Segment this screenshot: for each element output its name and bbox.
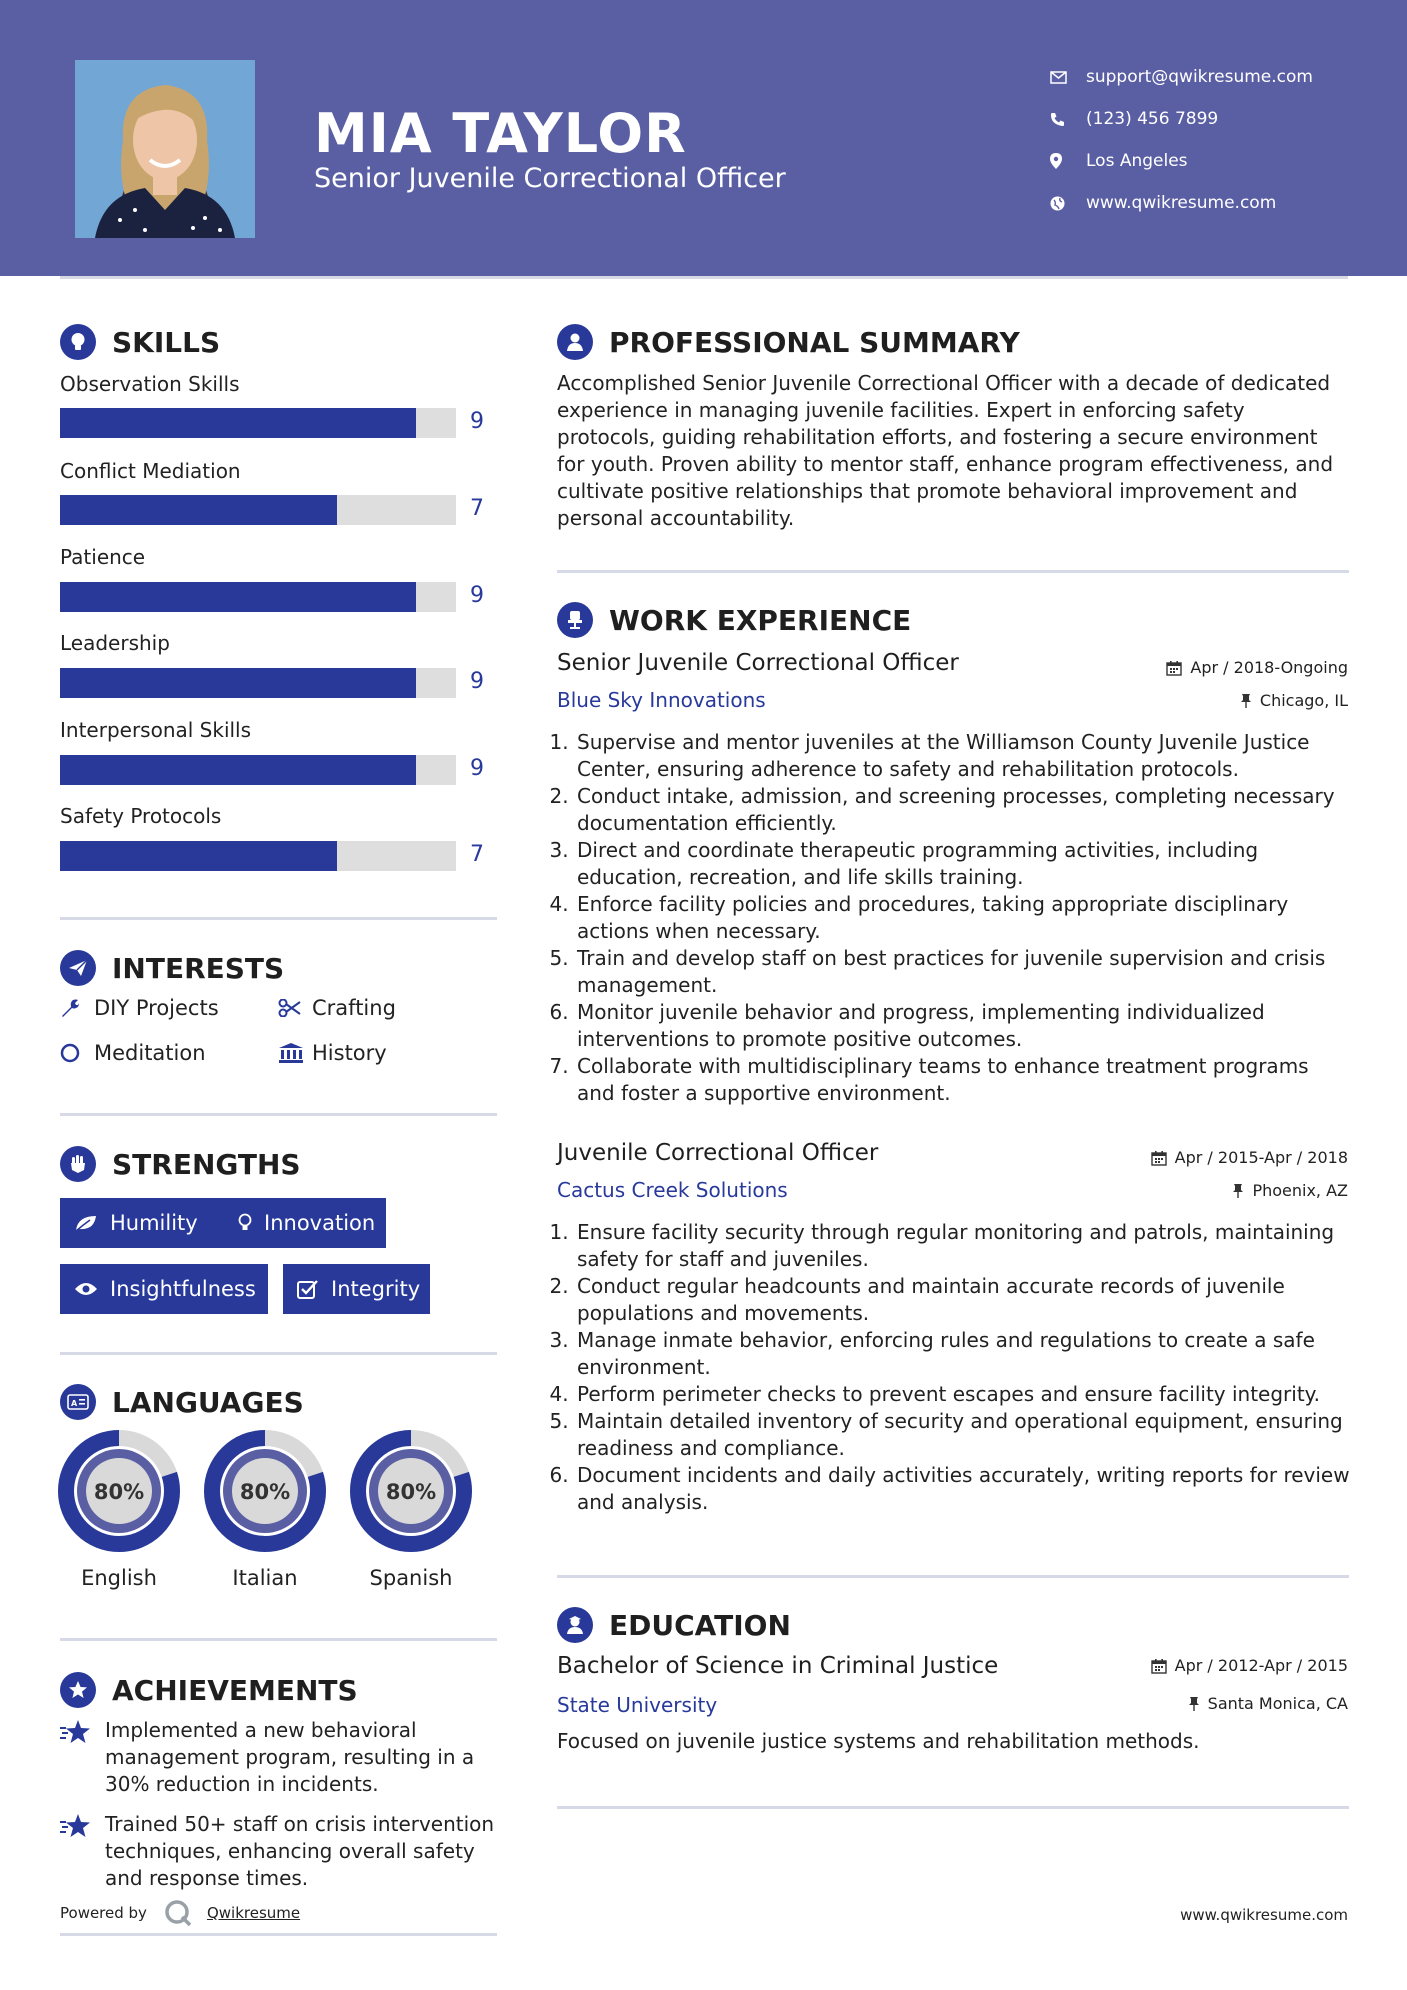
job-title: Juvenile Correctional Officer — [557, 1140, 879, 1166]
skill-label: Observation Skills — [60, 372, 240, 396]
contact-phone[interactable]: (123) 456 7899 — [1050, 98, 1313, 140]
duty-item: 6. Document incidents and daily activities accurately, writing reports for review and analysis. — [575, 1462, 1352, 1516]
duty-item: 3. Direct and coordinate therapeutic programming activities, including education, recreation, and life skills training. — [575, 837, 1352, 891]
duty-item: 2. Conduct intake, admission, and screening processes, completing necessary documentation efficiently. — [575, 783, 1352, 837]
calendar-icon — [1166, 660, 1182, 676]
section-divider — [557, 570, 1349, 573]
degree-title: Bachelor of Science in Criminal Justice — [557, 1653, 999, 1679]
footer-website[interactable]: www.qwikresume.com — [1180, 1906, 1348, 1924]
skill-value: 9 — [470, 583, 484, 608]
language-icon — [60, 1384, 96, 1420]
globe-icon — [1050, 196, 1086, 211]
strength-chip: Innovation — [224, 1198, 386, 1248]
skill-bar-fill — [60, 668, 416, 698]
company-name: Blue Sky Innovations — [557, 688, 766, 712]
skill-bar-fill — [60, 582, 416, 612]
envelope-icon — [1050, 71, 1086, 84]
duty-item: 6. Monitor juvenile behavior and progress, implementing individualized interventions to promote positive outcomes. — [575, 999, 1352, 1053]
job-dates: Apr / 2018-Ongoing — [1166, 658, 1348, 677]
skill-bar — [60, 668, 456, 698]
scissors-icon — [278, 999, 312, 1017]
achievement-item: Trained 50+ staff on crisis intervention techniques, enhancing overall safety and response times. — [60, 1811, 500, 1892]
bank-icon — [278, 1042, 312, 1064]
interest-item: Crafting — [278, 996, 396, 1020]
skill-label: Patience — [60, 545, 146, 569]
wrench-icon — [60, 998, 94, 1018]
language-percent: 80% — [93, 1480, 145, 1504]
star-icon — [60, 1717, 105, 1798]
achievement-item: Implemented a new behavioral management program, resulting in a 30% reduction in incidents. — [60, 1717, 500, 1798]
skill-bar-fill — [60, 495, 337, 525]
fist-icon — [60, 1146, 96, 1182]
language-label: Italian — [232, 1566, 298, 1590]
pushpin-icon — [1240, 693, 1252, 709]
duty-item: 4. Enforce facility policies and procedures, taking appropriate disciplinary actions when necessary. — [575, 891, 1352, 945]
job-duties — [557, 1219, 1352, 1516]
paper-plane-icon — [60, 950, 96, 986]
duty-item: 1. Supervise and mentor juveniles at the Williamson County Juvenile Justice Center, ensuring adherence to safety and rehabilitation protocols. — [575, 729, 1352, 783]
languages-heading: A LANGUAGES — [60, 1384, 304, 1420]
map-pin-icon — [1050, 153, 1086, 169]
language-label: English — [81, 1566, 157, 1590]
strength-chip: Humility — [60, 1198, 224, 1248]
skill-value: 9 — [470, 669, 484, 694]
skill-bar — [60, 495, 456, 525]
circle-icon — [60, 1043, 94, 1063]
pushpin-icon — [1232, 1183, 1244, 1199]
strengths-heading: STRENGTHS — [60, 1146, 301, 1182]
profile-photo — [75, 60, 255, 238]
eye-icon — [74, 1281, 98, 1297]
header-divider — [60, 276, 1348, 279]
language-ring — [204, 1430, 326, 1552]
interests-heading: INTERESTS — [60, 950, 284, 986]
calendar-icon — [1151, 1150, 1167, 1166]
education-description: Focused on juvenile justice systems and rehabilitation methods. — [557, 1729, 1200, 1753]
duty-item: 5. Maintain detailed inventory of security and operational equipment, ensuring readiness and compliance. — [575, 1408, 1352, 1462]
candidate-role: Senior Juvenile Correctional Officer — [314, 163, 786, 194]
duty-item: 1. Ensure facility security through regular monitoring and patrols, maintaining safety for staff and juveniles. — [575, 1219, 1352, 1273]
star-badge-icon — [60, 1672, 96, 1708]
interest-item: Meditation — [60, 1041, 206, 1065]
section-divider — [557, 1575, 1349, 1578]
skills-heading: SKILLS — [60, 324, 220, 360]
qwikresume-link[interactable]: Qwikresume — [206, 1904, 301, 1922]
education-heading: EDUCATION — [557, 1607, 791, 1643]
calendar-icon — [1151, 1658, 1167, 1674]
strength-chip: Insightfulness — [60, 1264, 268, 1314]
section-divider — [60, 1113, 497, 1116]
skill-bar-fill — [60, 408, 416, 438]
section-divider — [557, 1806, 1349, 1809]
contact-website[interactable]: www.qwikresume.com — [1050, 182, 1313, 224]
chair-icon — [557, 602, 593, 638]
skill-bar — [60, 582, 456, 612]
skill-bar — [60, 408, 456, 438]
candidate-name: MIA TAYLOR — [314, 102, 687, 165]
section-divider — [60, 1638, 497, 1641]
skill-value: 9 — [470, 756, 484, 781]
education-dates: Apr / 2012-Apr / 2015 — [1151, 1656, 1348, 1675]
contact-list — [1050, 56, 1313, 224]
contact-email[interactable]: support@qwikresume.com — [1050, 56, 1313, 98]
job-duties — [557, 729, 1352, 1107]
section-divider — [60, 1352, 497, 1355]
summary-heading: PROFESSIONAL SUMMARY — [557, 324, 1020, 360]
qwikresume-logo-icon — [163, 1898, 193, 1928]
skill-bar-fill — [60, 841, 337, 871]
powered-by: Powered by Qwikresume — [60, 1898, 300, 1928]
school-name: State University — [557, 1693, 718, 1717]
graduate-icon — [557, 1607, 593, 1643]
interest-item: DIY Projects — [60, 996, 219, 1020]
interest-item: History — [278, 1041, 387, 1065]
section-divider — [60, 917, 497, 920]
duty-item: 3. Manage inmate behavior, enforcing rules and regulations to create a safe environment. — [575, 1327, 1352, 1381]
checkbox-icon — [297, 1279, 319, 1299]
summary-text: Accomplished Senior Juvenile Correctional Officer with a decade of dedicated experience in managing juvenile facilities. Expert in enforcing safety protocols, guiding rehabilitation efforts, and fostering a secure environment for youth. Proven ability to mentor staff, enhance program effectiveness, and cultivate positive relationships that promote behavioral improvement and personal accountability. — [557, 371, 1334, 530]
achievements-heading: ACHIEVEMENTS — [60, 1672, 358, 1708]
skill-label: Safety Protocols — [60, 804, 222, 828]
user-icon — [557, 324, 593, 360]
language-ring — [58, 1430, 180, 1552]
skill-value: 7 — [470, 842, 484, 867]
resume-header — [0, 0, 1407, 276]
duty-item: 4. Perform perimeter checks to prevent escapes and ensure facility integrity. — [575, 1381, 1352, 1408]
education-location: Santa Monica, CA — [1188, 1694, 1348, 1713]
phone-icon — [1050, 112, 1086, 127]
leaf-icon — [74, 1214, 98, 1232]
skill-value: 7 — [470, 496, 484, 521]
duty-item: 7. Collaborate with multidisciplinary teams to enhance treatment programs and foster a supportive environment. — [575, 1053, 1352, 1107]
pushpin-icon — [1188, 1696, 1200, 1712]
skill-label: Interpersonal Skills — [60, 718, 252, 742]
duty-item: 5. Train and develop staff on best practices for juvenile supervision and crisis management. — [575, 945, 1352, 999]
job-dates: Apr / 2015-Apr / 2018 — [1151, 1148, 1348, 1167]
language-label: Spanish — [369, 1566, 453, 1590]
footer-divider — [60, 1933, 497, 1936]
skill-bar — [60, 755, 456, 785]
language-percent: 80% — [239, 1480, 291, 1504]
skill-bar — [60, 841, 456, 871]
star-icon — [60, 1811, 105, 1892]
skill-label: Leadership — [60, 631, 170, 655]
language-percent: 80% — [385, 1480, 437, 1504]
duty-item: 2. Conduct regular headcounts and maintain accurate records of juvenile populations and movements. — [575, 1273, 1352, 1327]
svg-text:A: A — [71, 1399, 78, 1408]
strength-chip: Integrity — [283, 1264, 430, 1314]
job-title: Senior Juvenile Correctional Officer — [557, 650, 959, 676]
skill-value: 9 — [470, 409, 484, 434]
company-name: Cactus Creek Solutions — [557, 1178, 788, 1202]
lightbulb-icon — [238, 1213, 252, 1233]
experience-heading: WORK EXPERIENCE — [557, 602, 911, 638]
contact-location: Los Angeles — [1050, 140, 1313, 182]
job-location: Chicago, IL — [1240, 691, 1348, 710]
skill-label: Conflict Mediation — [60, 459, 241, 483]
lightbulb-icon — [60, 324, 96, 360]
job-location: Phoenix, AZ — [1232, 1181, 1348, 1200]
language-ring — [350, 1430, 472, 1552]
skill-bar-fill — [60, 755, 416, 785]
